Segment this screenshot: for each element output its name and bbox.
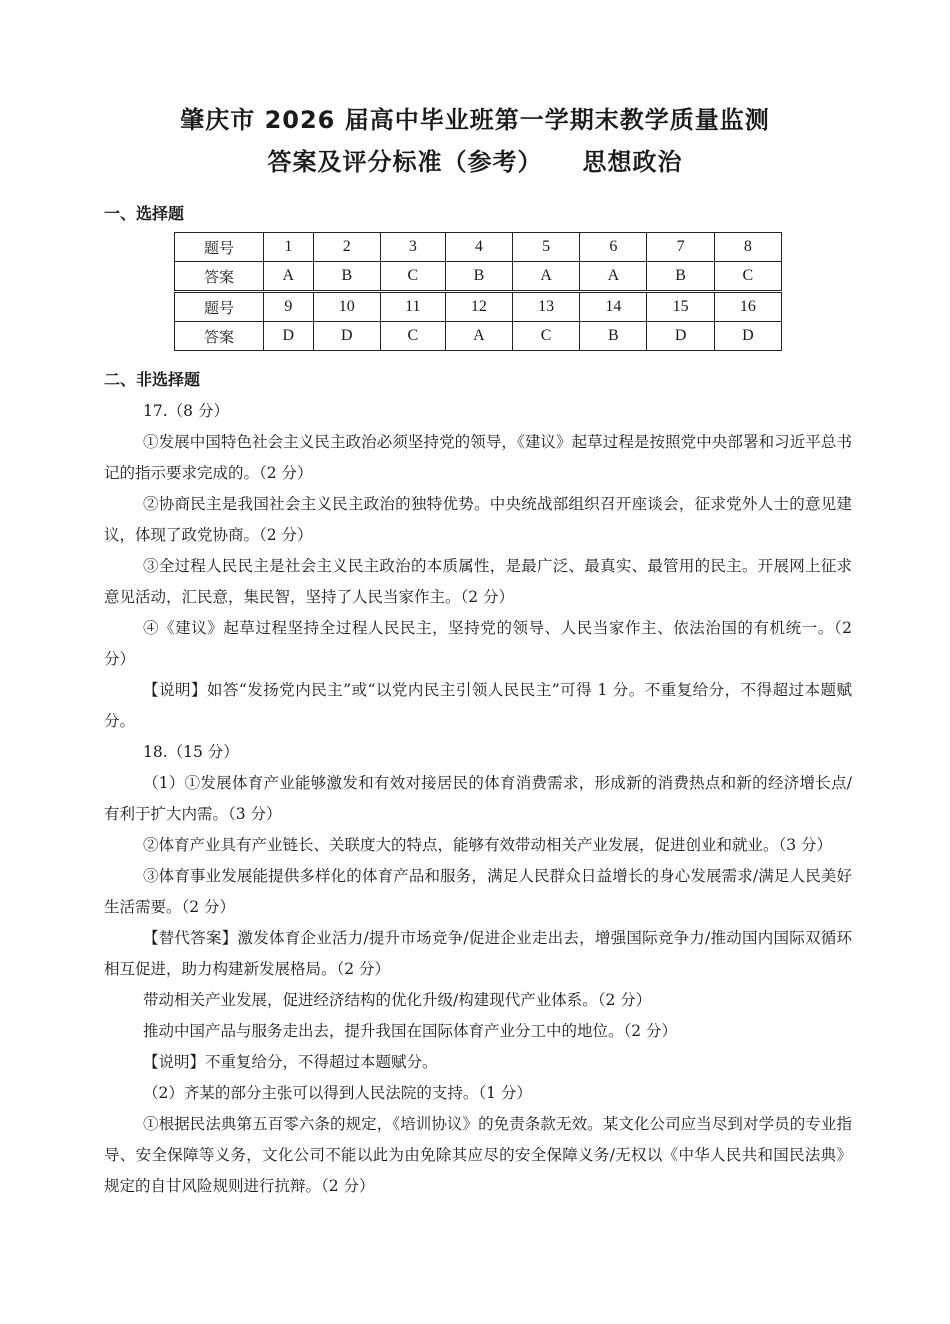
answer-paragraph: ③体育事业发展能提供多样化的体育产品和服务，满足人民群众日益增长的身心发展需求/满足人民美好生活需要。（2 分） <box>104 867 852 916</box>
answer-body <box>104 396 852 1202</box>
document-subtitle <box>0 142 950 177</box>
answer-cell: A <box>513 262 580 292</box>
row-label-answer: 答案 <box>175 322 264 351</box>
answer-cell: B <box>580 322 647 351</box>
question-number: 9 <box>264 292 314 322</box>
answer-cell: C <box>714 262 781 292</box>
question-number: 11 <box>380 292 445 322</box>
answer-cell: C <box>513 322 580 351</box>
answer-cell: B <box>313 262 380 292</box>
row-label-answer: 答案 <box>175 262 264 292</box>
answer-cell: A <box>580 262 647 292</box>
question-number: 7 <box>647 233 714 262</box>
alternative-answer-paragraph: 【替代答案】激发体育企业活力/提升市场竞争/促进企业走出去，增强国际竞争力/推动国内国际双循环相互促进，助力构建新发展格局。（2 分） <box>104 929 852 978</box>
question-number: 8 <box>714 233 781 262</box>
document-title: 肇庆市 2026 届高中毕业班第一学期末教学质量监测 <box>180 106 770 134</box>
question-number: 10 <box>313 292 380 322</box>
question-heading-17: 17.（8 分） <box>143 402 229 420</box>
answer-paragraph: ②体育产业具有产业链长、关联度大的特点，能够有效带动相关产业发展，促进创业和就业。（3 分） <box>143 836 833 854</box>
answer-paragraph: ①发展中国特色社会主义民主政治必须坚持党的领导，《建议》起草过程是按照党中央部署和习近平总书记的指示要求完成的。（2 分） <box>104 433 852 482</box>
answer-cell: C <box>380 322 445 351</box>
subtitle-subject: 思想政治 <box>582 148 683 176</box>
row-label-question: 题号 <box>175 233 264 262</box>
question-number: 1 <box>264 233 314 262</box>
answer-paragraph: （1）①发展体育产业能够激发和有效对接居民的体育消费需求，形成新的消费热点和新的经济增长点/有利于扩大内需。（3 分） <box>104 774 852 823</box>
answer-paragraph: ④《建议》起草过程坚持全过程人民民主，坚持党的领导、人民当家作主、依法治国的有机统一。（2 分） <box>104 619 852 668</box>
section-heading-nonchoice: 二、非选择题 <box>104 370 201 389</box>
table-row-answers-2 <box>175 322 782 351</box>
question-number: 4 <box>445 233 512 262</box>
table-row-answers-1 <box>175 262 782 292</box>
answer-cell: A <box>264 262 314 292</box>
section-heading-choice: 一、选择题 <box>104 204 185 223</box>
answer-paragraph: 带动相关产业发展，促进经济结构的优化升级/构建现代产业体系。（2 分） <box>143 991 652 1009</box>
answer-cell: C <box>380 262 445 292</box>
subtitle-answer-key: 答案及评分标准（参考） <box>267 148 543 176</box>
answer-cell: D <box>647 322 714 351</box>
table-row-numbers-1 <box>175 233 782 262</box>
question-number: 15 <box>647 292 714 322</box>
question-number: 14 <box>580 292 647 322</box>
question-number: 6 <box>580 233 647 262</box>
answer-paragraph: ①根据民法典第五百零六条的规定，《培训协议》的免责条款无效。某文化公司应当尽到对学员的专业指导、安全保障等义务，文化公司不能以此为由免除其应尽的安全保障义务/无权以《中华人民共和国民法典》规定的自甘风险规则进行抗辩。（2 分） <box>104 1115 852 1195</box>
answer-table <box>174 232 782 351</box>
answer-paragraph: （2）齐某的部分主张可以得到人民法院的支持。（1 分） <box>143 1084 532 1102</box>
question-number: 5 <box>513 233 580 262</box>
row-label-question: 题号 <box>175 292 264 322</box>
answer-cell: D <box>714 322 781 351</box>
note-paragraph: 【说明】如答“发扬党内民主”或“以党内民主引领人民民主”可得 1 分。不重复给分，不得超过本题赋分。 <box>104 681 852 730</box>
answer-paragraph: 推动中国产品与服务走出去，提升我国在国际体育产业分工中的地位。（2 分） <box>143 1022 678 1040</box>
note-paragraph: 【说明】不重复给分，不得超过本题赋分。 <box>143 1053 438 1071</box>
question-number: 16 <box>714 292 781 322</box>
question-number: 12 <box>445 292 512 322</box>
question-heading-18: 18.（15 分） <box>143 743 239 761</box>
question-number: 2 <box>313 233 380 262</box>
answer-cell: D <box>313 322 380 351</box>
answer-paragraph: ③全过程人民民主是社会主义民主政治的本质属性，是最广泛、最真实、最管用的民主。开展网上征求意见活动，汇民意，集民智，坚持了人民当家作主。（2 分） <box>104 557 852 606</box>
question-number: 13 <box>513 292 580 322</box>
answer-cell: B <box>647 262 714 292</box>
answer-paragraph: ②协商民主是我国社会主义民主政治的独特优势。中央统战部组织召开座谈会，征求党外人士的意见建议，体现了政党协商。（2 分） <box>104 495 852 544</box>
question-number: 3 <box>380 233 445 262</box>
answer-cell: B <box>445 262 512 292</box>
answer-cell: D <box>264 322 314 351</box>
answer-cell: A <box>445 322 512 351</box>
table-row-numbers-2 <box>175 292 782 322</box>
